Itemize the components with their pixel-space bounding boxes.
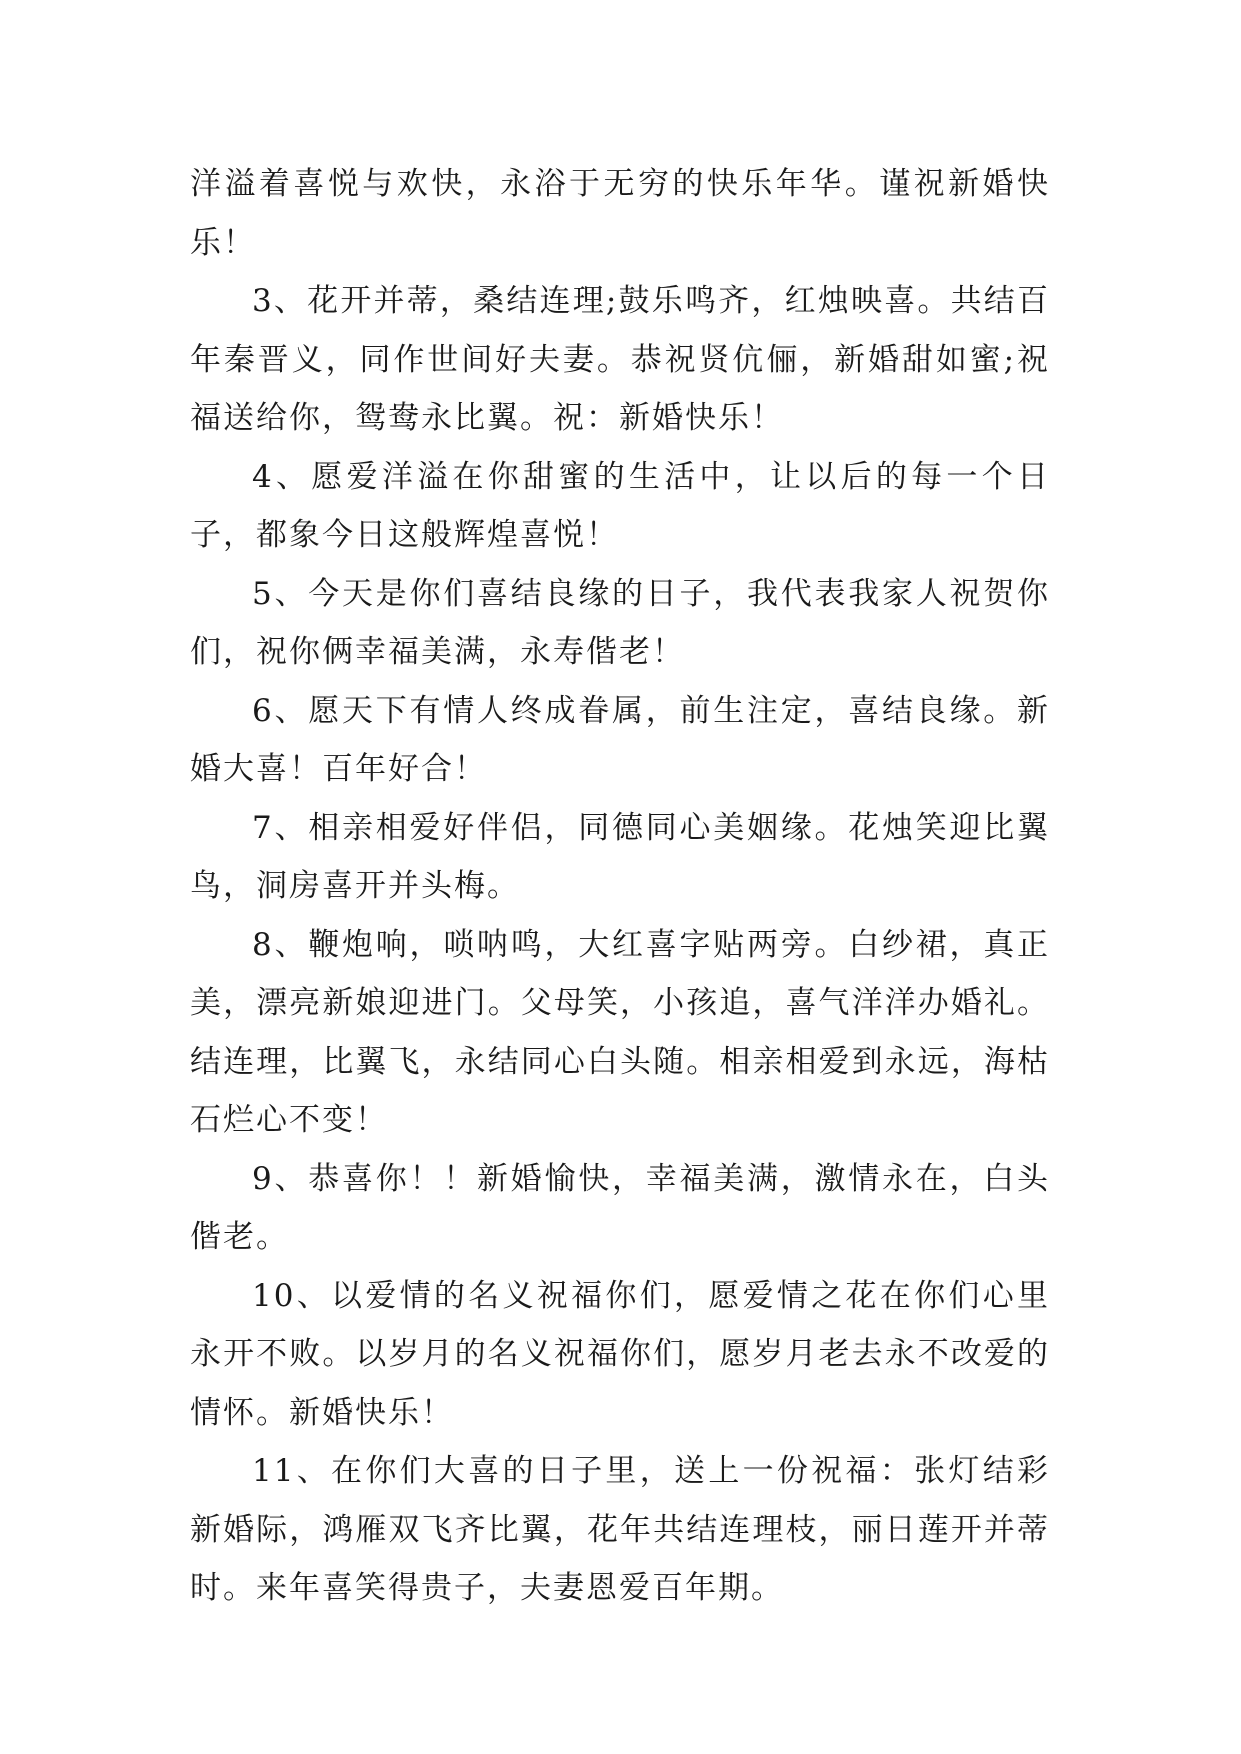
paragraph-8: 8、鞭炮响，唢呐鸣，大红喜字贴两旁。白纱裙，真正美，漂亮新娘迎进门。父母笑，小孩追，喜气洋洋办婚礼。结连理，比翼飞，永结同心白头随。相亲相爱到永远，海枯石烂心不变！ — [190, 926, 1050, 1138]
paragraph-11: 11、在你们大喜的日子里，送上一份祝福：张灯结彩新婚际，鸿雁双飞齐比翼，花年共结连理枝，丽日莲开并蒂时。来年喜笑得贵子，夫妻恩爱百年期。 — [190, 1453, 1050, 1606]
paragraph-7: 7、相亲相爱好伴侣，同德同心美姻缘。花烛笑迎比翼鸟，洞房喜开并头梅。 — [190, 809, 1050, 904]
paragraph-9: 9、恭喜你！！新婚愉快，幸福美满，激情永在，白头偕老。 — [190, 1160, 1050, 1255]
paragraph-3: 3、花开并蒂，桑结连理;鼓乐鸣齐，红烛映喜。共结百年秦晋义，同作世间好夫妻。恭祝贤伉俪，新婚甜如蜜;祝福送给你，鸳鸯永比翼。祝：新婚快乐！ — [190, 283, 1050, 436]
paragraph-6: 6、愿天下有情人终成眷属，前生注定，喜结良缘。新婚大喜！百年好合！ — [190, 692, 1050, 787]
paragraph-4: 4、愿爱洋溢在你甜蜜的生活中，让以后的每一个日子，都象今日这般辉煌喜悦！ — [190, 458, 1050, 553]
paragraph-5: 5、今天是你们喜结良缘的日子，我代表我家人祝贺你们，祝你俩幸福美满，永寿偕老！ — [190, 575, 1050, 670]
paragraph-continuation: 洋溢着喜悦与欢快，永浴于无穷的快乐年华。谨祝新婚快乐！ — [190, 166, 1050, 261]
paragraph-10: 10、以爱情的名义祝福你们，愿爱情之花在你们心里永开不败。以岁月的名义祝福你们，愿岁月老去永不改爱的情怀。新婚快乐！ — [190, 1277, 1050, 1431]
document-body — [190, 155, 1050, 1618]
